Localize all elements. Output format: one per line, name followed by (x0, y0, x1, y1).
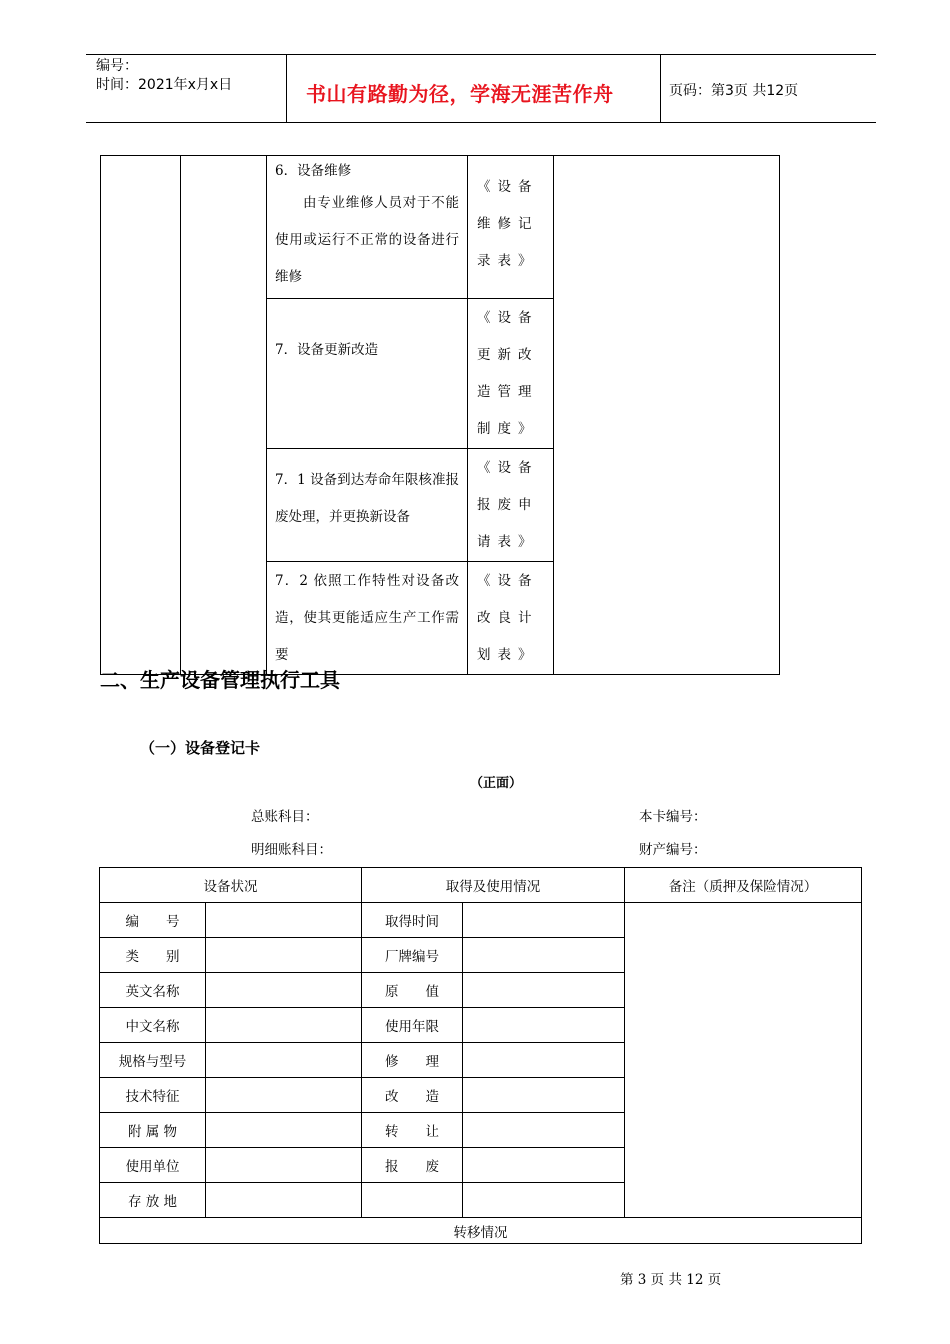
field-label: 使用年限 (362, 1008, 463, 1043)
field-value (206, 1113, 362, 1148)
field-value (463, 1008, 625, 1043)
field-label: 厂牌编号 (362, 938, 463, 973)
process-form-cell (468, 562, 554, 675)
card-face-label: （正面） (470, 776, 523, 791)
header-top-rule (86, 54, 876, 55)
process-step-title: 7．设备更新改造 (275, 342, 379, 358)
property-number-label: 财产编号： (639, 842, 707, 858)
process-step-cell (267, 562, 468, 675)
col-header-equipment-status: 设备状况 (100, 868, 362, 903)
header-divider-left (286, 54, 287, 122)
process-table-col2 (181, 156, 267, 675)
field-value (206, 1043, 362, 1078)
remarks-cell (625, 903, 862, 1218)
field-value (463, 1078, 625, 1113)
process-form-name: 《设备维修记录表》 (477, 179, 539, 269)
process-step-detail: 由专业维修人员对于不能使用或运行不正常的设备进行维修 (275, 195, 459, 285)
field-label: 存 放 地 (100, 1183, 206, 1218)
section-title: 二、生产设备管理执行工具 (100, 668, 340, 692)
field-value (463, 903, 625, 938)
col-header-remarks: 备注（质押及保险情况） (625, 868, 862, 903)
process-table-col1 (101, 156, 181, 675)
field-label: 原 值 (362, 973, 463, 1008)
col-header-acquisition: 取得及使用情况 (362, 868, 625, 903)
header-motto: 书山有路勤为径，学海无涯苦作舟 (306, 82, 614, 106)
process-step-title: 7．1 设备到达寿命年限核准报废处理，并更换新设备 (275, 472, 459, 525)
process-step-cell (267, 449, 468, 562)
header-page-label: 页码：第3页 共12页 (669, 83, 799, 99)
field-value (206, 1183, 362, 1218)
detail-account-label: 明细账科目： (251, 842, 332, 858)
process-step-title: 7．2 依照工作特性对设备改造，使其更能适应生产工作需要 (275, 573, 459, 663)
equipment-card-table (99, 867, 862, 1244)
field-value (206, 973, 362, 1008)
process-step-cell (267, 299, 468, 449)
field-label: 技术特征 (100, 1078, 206, 1113)
header-divider-right (660, 54, 661, 122)
process-form-cell (468, 156, 554, 299)
field-value (206, 938, 362, 973)
process-form-name: 《设备改良计划表》 (477, 573, 539, 663)
field-label: 转 让 (362, 1113, 463, 1148)
field-label: 取得时间 (362, 903, 463, 938)
field-value (463, 973, 625, 1008)
field-label: 使用单位 (100, 1148, 206, 1183)
process-table (100, 155, 780, 675)
field-value (463, 1183, 625, 1218)
card-number-label: 本卡编号： (639, 809, 707, 825)
header-time-label: 时间：2021年x月x日 (96, 77, 233, 93)
process-step-title: 6．设备维修 (275, 163, 352, 179)
field-label: 中文名称 (100, 1008, 206, 1043)
general-account-label: 总账科目： (251, 809, 319, 825)
header-number-label: 编号： (96, 58, 138, 74)
field-value (463, 1148, 625, 1183)
subsection-title: （一）设备登记卡 (140, 739, 261, 757)
field-label: 英文名称 (100, 973, 206, 1008)
field-label: 编 号 (100, 903, 206, 938)
field-value (206, 1078, 362, 1113)
process-form-name: 《设备更新改造管理制度》 (477, 310, 539, 437)
process-form-name: 《设备报废申请表》 (477, 460, 539, 550)
process-form-cell (468, 449, 554, 562)
field-value (463, 938, 625, 973)
process-step-cell (267, 156, 468, 299)
footer-page-number: 第 3 页 共 12 页 (620, 1272, 722, 1288)
transfer-row: 转移情况 (100, 1218, 862, 1244)
process-form-cell (468, 299, 554, 449)
field-label (362, 1183, 463, 1218)
field-value (206, 1148, 362, 1183)
field-label: 改 造 (362, 1078, 463, 1113)
field-value (206, 903, 362, 938)
field-label: 附 属 物 (100, 1113, 206, 1148)
field-label: 报 废 (362, 1148, 463, 1183)
header-bottom-rule (86, 122, 876, 123)
field-label: 规格与型号 (100, 1043, 206, 1078)
field-label: 修 理 (362, 1043, 463, 1078)
process-table-notes (554, 156, 780, 675)
field-value (463, 1113, 625, 1148)
field-value (463, 1043, 625, 1078)
field-value (206, 1008, 362, 1043)
field-label: 类 别 (100, 938, 206, 973)
